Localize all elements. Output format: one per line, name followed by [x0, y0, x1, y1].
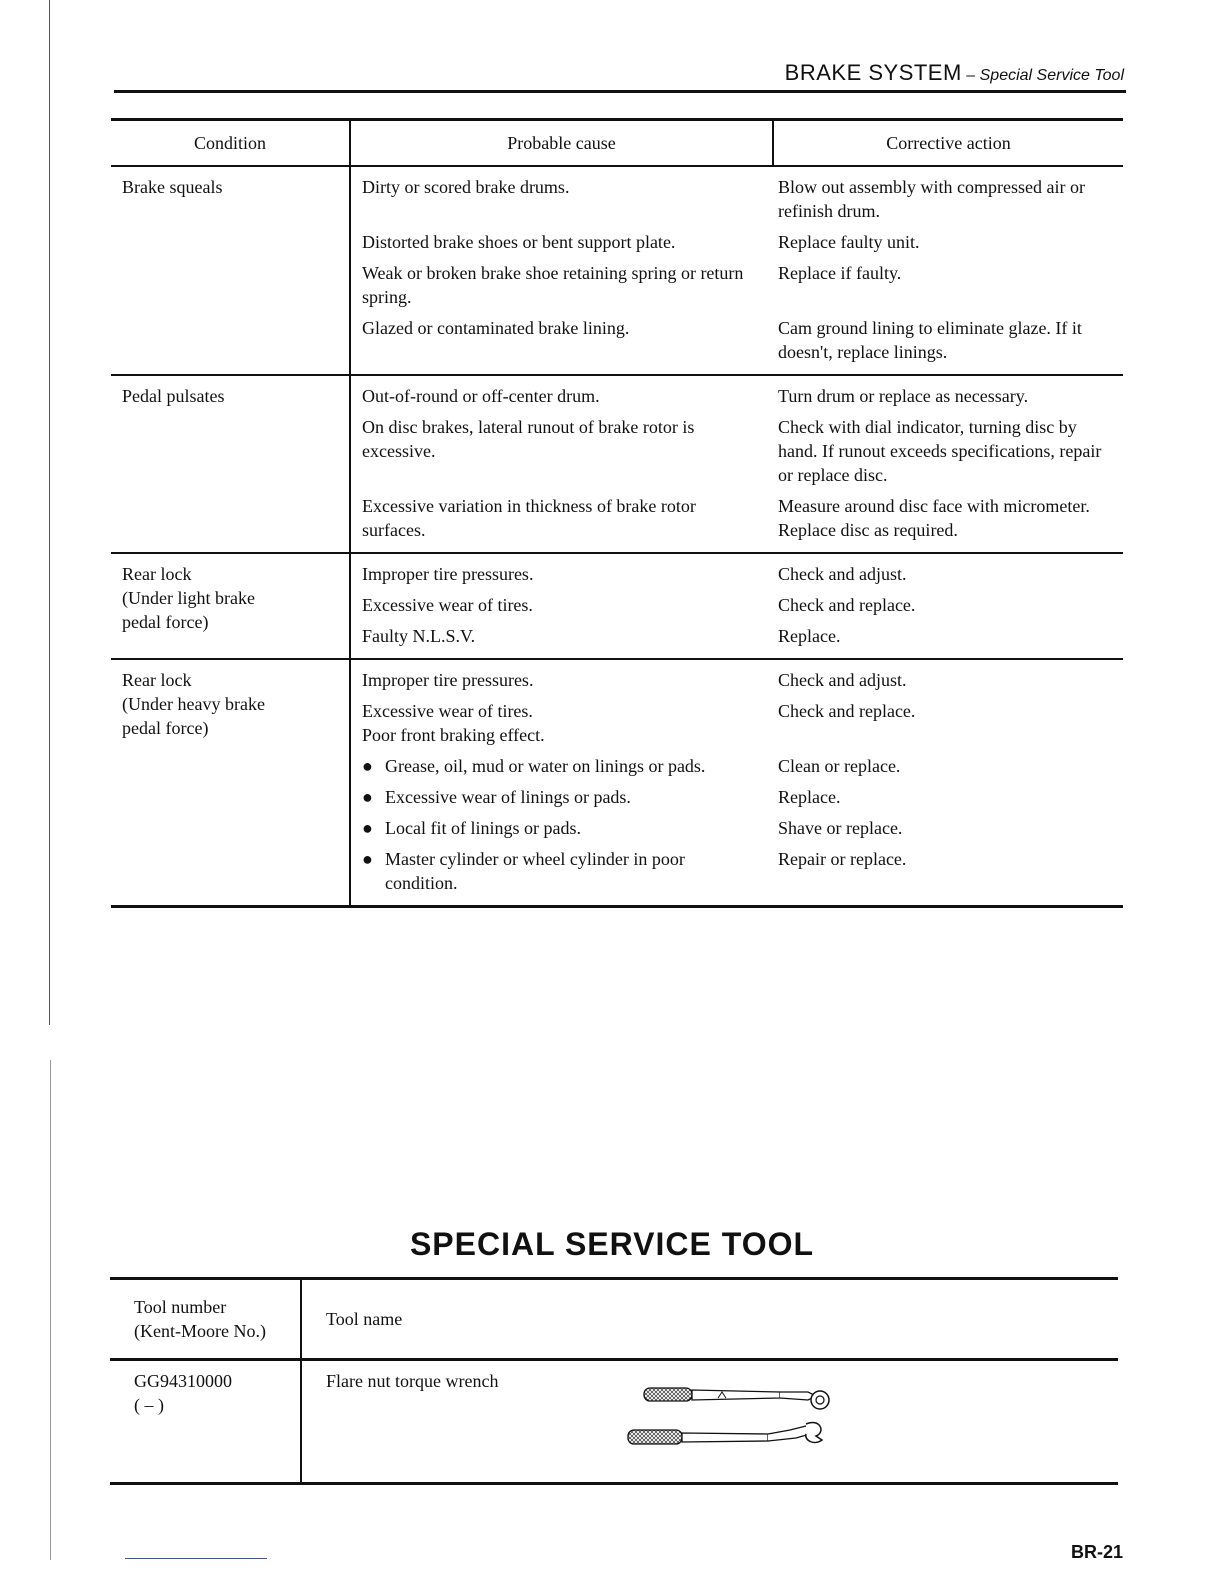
bullet-text: Grease, oil, mud or water on linings or pads. — [385, 756, 706, 776]
cause-action-pair — [362, 699, 1113, 723]
bullet-text: Master cylinder or wheel cylinder in poor condition. — [385, 849, 685, 893]
probable-cause: Faulty N.L.S.V. — [362, 626, 476, 646]
tools-header-row — [110, 1279, 1118, 1360]
cause-action-pair — [362, 816, 1113, 840]
bullet-text: Excessive wear of linings or pads. — [385, 787, 631, 807]
col-tool-name: Tool name — [301, 1279, 1118, 1360]
cause-action-pair — [362, 668, 1113, 692]
corrective-action: Turn drum or replace as necessary. — [778, 386, 1029, 406]
col-tool-number — [110, 1279, 301, 1360]
bullet-icon: ● — [362, 756, 373, 776]
troubleshooting-header-row — [111, 120, 1123, 167]
corrective-action — [754, 723, 1113, 747]
cause-action-pair — [362, 593, 1113, 617]
probable-cause: Weak or broken brake shoe retaining spring or return spring. — [362, 263, 744, 307]
col-corrective-action: Corrective action — [773, 120, 1123, 167]
section-title: SPECIAL SERVICE TOOL — [409, 1226, 815, 1262]
corrective-action: Replace. — [778, 626, 841, 646]
cause-action-pair — [362, 723, 1113, 747]
bullet-icon: ● — [362, 849, 373, 869]
probable-cause: Excessive wear of tires. — [362, 701, 533, 721]
corrective-action: Cam ground lining to eliminate glaze. If it doesn't, replace linings. — [778, 318, 1082, 362]
condition-cell — [111, 659, 350, 907]
corrective-action: Replace. — [778, 787, 841, 807]
condition-line: Rear lock — [122, 670, 192, 690]
table-row — [111, 166, 1123, 375]
table-row — [111, 553, 1123, 659]
tool-name: Flare nut torque wrench — [326, 1371, 499, 1391]
corrective-action: Clean or replace. — [778, 756, 901, 776]
condition-line: Rear lock — [122, 564, 192, 584]
table-row — [110, 1360, 1118, 1484]
bullet-icon: ● — [362, 787, 373, 807]
bullet-icon: ● — [362, 818, 373, 838]
condition-cell — [111, 553, 350, 659]
cause-action-pair — [362, 562, 1113, 586]
flare-nut-torque-wrench-icon — [620, 1380, 840, 1460]
condition-line: Brake squeals — [122, 177, 223, 197]
binding-line — [49, 0, 50, 1025]
probable-cause: Distorted brake shoes or bent support plate. — [362, 232, 676, 252]
probable-cause-bullet — [362, 785, 754, 809]
corrective-action: Check with dial indicator, turning disc by hand. If runout exceeds specifications, repair or replace disc. — [778, 417, 1102, 485]
probable-cause: Glazed or contaminated brake lining. — [362, 318, 630, 338]
corrective-action: Replace if faulty. — [778, 263, 902, 283]
cause-action-pair — [362, 316, 1113, 364]
condition-line: Pedal pulsates — [122, 386, 225, 406]
tool-number-cell — [110, 1360, 301, 1484]
probable-cause-bullet — [362, 754, 754, 778]
condition-cell — [111, 375, 350, 553]
condition-line: (Under heavy brake — [122, 694, 265, 714]
cause-action-pair — [362, 624, 1113, 648]
cause-action-pair — [362, 785, 1113, 809]
bullet-text: Local fit of linings or pads. — [385, 818, 581, 838]
corrective-action: Measure around disc face with micrometer. Replace disc as required. — [778, 496, 1090, 540]
header-rule — [114, 90, 1126, 93]
corrective-action: Check and adjust. — [778, 670, 907, 690]
cause-action-cell — [350, 659, 1123, 907]
probable-cause: Improper tire pressures. — [362, 670, 534, 690]
probable-cause-bullet — [362, 816, 754, 840]
table-row — [111, 659, 1123, 907]
table-row — [111, 375, 1123, 553]
probable-cause: Dirty or scored brake drums. — [362, 177, 570, 197]
condition-line: pedal force) — [122, 612, 209, 632]
col-probable-cause: Probable cause — [350, 120, 773, 167]
col-condition: Condition — [111, 120, 350, 167]
corrective-action: Replace faulty unit. — [778, 232, 920, 252]
probable-cause-bullet — [362, 847, 754, 895]
corrective-action: Check and replace. — [778, 595, 916, 615]
probable-cause: Improper tire pressures. — [362, 564, 534, 584]
probable-cause: Excessive wear of tires. — [362, 595, 533, 615]
corrective-action: Repair or replace. — [778, 849, 907, 869]
header-separator: – — [966, 67, 976, 84]
condition-cell — [111, 166, 350, 375]
col-tool-number-line: Tool number — [134, 1297, 227, 1317]
condition-line: pedal force) — [122, 718, 209, 738]
header-subtitle: Special Service Tool — [979, 67, 1124, 84]
cause-action-pair — [362, 847, 1113, 895]
tool-number: GG94310000 — [134, 1371, 232, 1391]
cause-action-cell — [350, 166, 1123, 375]
probable-cause: Poor front braking effect. — [362, 725, 545, 745]
cause-action-cell — [350, 553, 1123, 659]
probable-cause: Out-of-round or off-center drum. — [362, 386, 600, 406]
header-title: BRAKE SYSTEM — [784, 60, 962, 85]
cause-action-pair — [362, 261, 1113, 309]
special-service-tool-table — [110, 1277, 1118, 1485]
page-number: BR-21 — [1070, 1542, 1123, 1562]
corrective-action: Check and adjust. — [778, 564, 907, 584]
corrective-action: Shave or replace. — [778, 818, 903, 838]
cause-action-pair — [362, 230, 1113, 254]
cause-action-pair — [362, 175, 1113, 223]
cause-action-pair — [362, 384, 1113, 408]
page-header — [785, 60, 1124, 86]
col-tool-number-line: (Kent-Moore No.) — [134, 1321, 266, 1341]
bottom-mark — [125, 1558, 267, 1559]
binding-line-lower — [50, 1060, 51, 1560]
cause-action-cell — [350, 375, 1123, 553]
corrective-action: Check and replace. — [778, 701, 916, 721]
corrective-action: Blow out assembly with compressed air or refinish drum. — [778, 177, 1085, 221]
probable-cause: On disc brakes, lateral runout of brake rotor is excessive. — [362, 417, 695, 461]
condition-line: (Under light brake — [122, 588, 255, 608]
cause-action-pair — [362, 415, 1113, 487]
troubleshooting-table — [111, 118, 1123, 908]
cause-action-pair — [362, 494, 1113, 542]
kent-moore-number: ( – ) — [134, 1395, 164, 1415]
probable-cause: Excessive variation in thickness of brake rotor surfaces. — [362, 496, 696, 540]
cause-action-pair — [362, 754, 1113, 778]
